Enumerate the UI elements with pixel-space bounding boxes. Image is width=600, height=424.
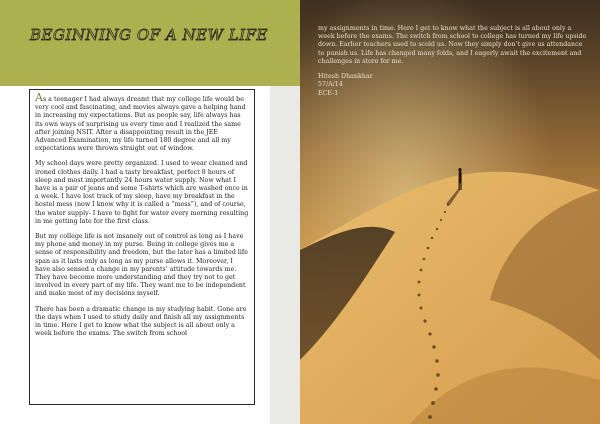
- paragraph-2: My school days were pretty organized. I used to wear cleaned and ironed clothes daily. I had a tasty breakfast, perfect 8 hours of sleep and most importantly 24 hours water supply. Now what I have is a pair of jeans and some T-shirts which are washed once in a week. I have lost track of my sleep, have my breakfast in the hostel mess (now I know why it is called a “mess”), and of course, the water supply- I have to fight for water every morning resulting in me getting late for the first class.: [35, 160, 249, 225]
- article-body: [29, 89, 255, 405]
- author-roll: 57/A/14: [318, 81, 343, 89]
- author-branch: ECE-1: [318, 89, 339, 97]
- continuation-text: my assignments in time. Here I get to know what the subject is all about only a week before the exams. The switch from school to college has turned my life upside down. Earlier teachers used to scold us. Now they simply don’t give us attendance to punish us. Life has changed many folds, and I eagerly await the excitement and challenges in store for me.: [318, 25, 587, 65]
- page-edge-band: [270, 86, 300, 424]
- paragraph-4: There has been a dramatic change in my studying habit. Gone are the days when I used to study daily and finish all my assignments in time. Here I get to know what the subject is all about only a week before the exams. The switch from school: [35, 305, 247, 338]
- author-name: Hitesh Dhankhar: [318, 73, 373, 81]
- right-page: [300, 0, 600, 424]
- paragraph-3: But my college life is not insanely out of control as long as I have my phone and money in my purse. Being in college gives me a sense of responsibility and freedom, but the later has a limited life span as it lasts only as long as my purse allows it. Moreover, I have also sensed a change in my parents’ attitude towards me. They have become more understanding and they try not to get involved in every part of my life. They want me to be independent and make most of my decisions myself.: [35, 233, 248, 298]
- article-title: BEGINNING OF A NEW LIFE: [30, 26, 269, 44]
- continuation-column: [318, 25, 588, 98]
- paragraph-1: [35, 91, 249, 153]
- drop-cap: A: [35, 91, 43, 104]
- title-band: [0, 0, 300, 86]
- paragraph-1-text: s a teenager I had always dreamt that my college life would be very cool and fascinating, and movies always gave a helping hand in increasing my expectations. But as people say, life always has its own ways of surprising us every time and I realized the same after joining NSIT. After a disappointing result in the JEE Advanced Examination, my life turned 180 degree and all my expectations were thrown straight out of window.: [35, 96, 246, 153]
